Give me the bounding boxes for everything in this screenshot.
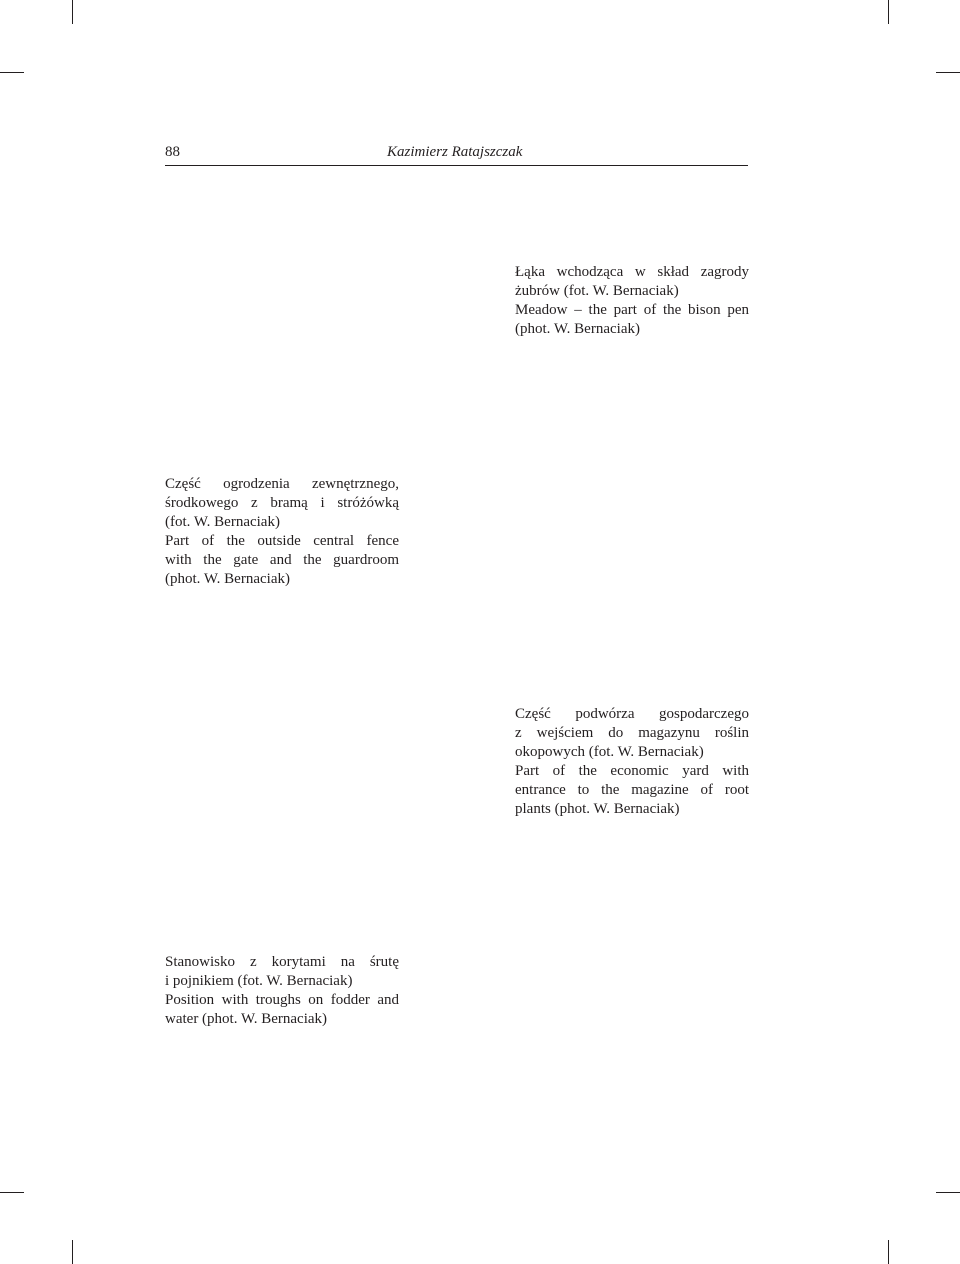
caption-line: Łąka wchodząca w skład zagrody bbox=[515, 264, 749, 280]
caption-line: żubrów (fot. W. Bernaciak) bbox=[515, 283, 679, 299]
caption-troughs bbox=[165, 953, 399, 1029]
page-header bbox=[165, 140, 748, 166]
crop-mark-left-bottom bbox=[0, 1192, 24, 1193]
caption-economic-yard bbox=[515, 705, 749, 819]
caption-line: Meadow – the part of the bison pen bbox=[515, 302, 749, 318]
caption-line: środkowego z bramą i stróżówką bbox=[165, 495, 399, 511]
caption-line: plants (phot. W. Bernaciak) bbox=[515, 801, 680, 817]
caption-fence bbox=[165, 475, 399, 589]
crop-mark-bottom-right bbox=[888, 1240, 889, 1264]
crop-mark-right-bottom bbox=[936, 1192, 960, 1193]
crop-mark-right-top bbox=[936, 72, 960, 73]
caption-line: (phot. W. Bernaciak) bbox=[515, 321, 640, 337]
caption-line: (fot. W. Bernaciak) bbox=[165, 514, 280, 530]
caption-line: with the gate and the guardroom bbox=[165, 552, 399, 568]
caption-line: okopowych (fot. W. Bernaciak) bbox=[515, 744, 704, 760]
crop-mark-top-right bbox=[888, 0, 889, 24]
page-number: 88 bbox=[165, 144, 180, 160]
caption-line: entrance to the magazine of root bbox=[515, 782, 749, 798]
caption-line: Część ogrodzenia zewnętrznego, bbox=[165, 476, 399, 492]
caption-line: Part of the economic yard with bbox=[515, 763, 749, 779]
caption-line: Part of the outside central fence bbox=[165, 533, 399, 549]
crop-mark-bottom-left bbox=[72, 1240, 73, 1264]
caption-line: z wejściem do magazynu roślin bbox=[515, 725, 749, 741]
caption-line: Stanowisko z korytami na śrutę bbox=[165, 954, 399, 970]
crop-mark-top-left bbox=[72, 0, 73, 24]
running-head-author: Kazimierz Ratajszczak bbox=[387, 144, 523, 160]
caption-line: water (phot. W. Bernaciak) bbox=[165, 1011, 328, 1027]
caption-line: (phot. W. Bernaciak) bbox=[165, 571, 290, 587]
caption-line: i pojnikiem (fot. W. Bernaciak) bbox=[165, 973, 353, 989]
caption-meadow bbox=[515, 263, 749, 339]
caption-line: Część podwórza gospodarczego bbox=[515, 706, 749, 722]
crop-mark-left-top bbox=[0, 72, 24, 73]
caption-line: Position with troughs on fodder and bbox=[165, 992, 399, 1008]
